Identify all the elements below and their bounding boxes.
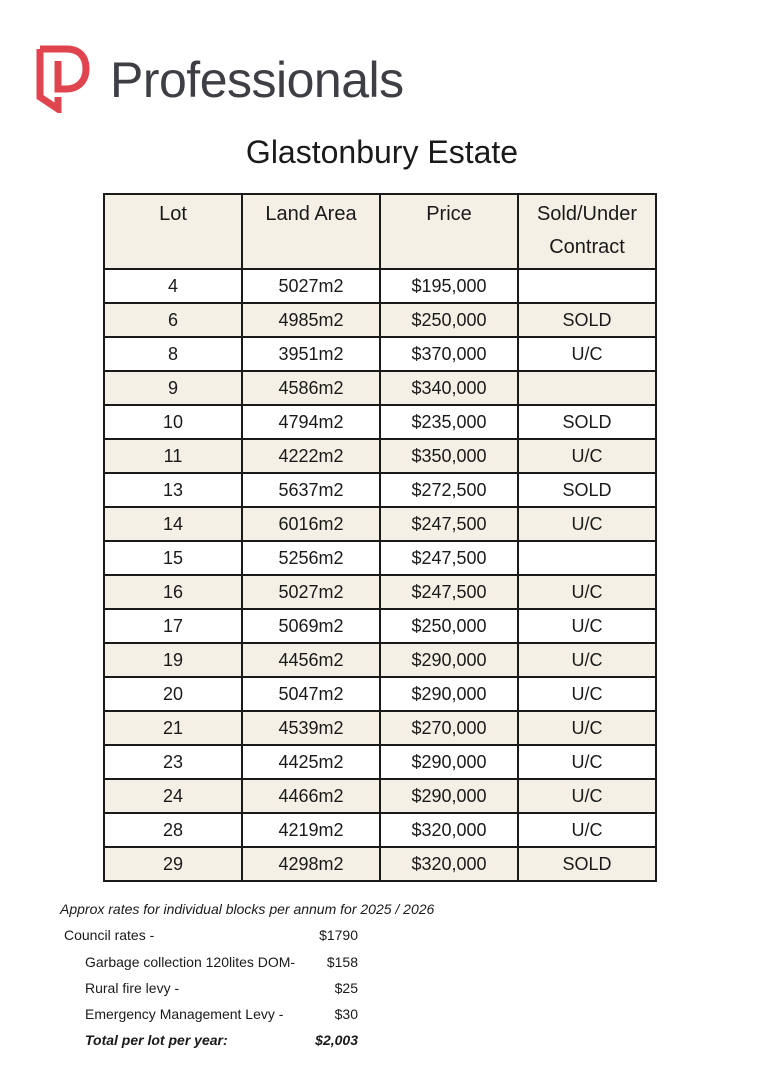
table-row (104, 473, 656, 507)
cell-lot: 9 (104, 371, 242, 405)
table-row (104, 337, 656, 371)
page-title: Glastonbury Estate (245, 134, 519, 170)
cell-price: $247,500 (380, 541, 518, 575)
table-row (104, 371, 656, 405)
rate-rural-fire (85, 977, 358, 999)
cell-price: $340,000 (380, 371, 518, 405)
cell-status: SOLD (518, 405, 656, 439)
table-row (104, 439, 656, 473)
table-row (104, 405, 656, 439)
table-row (104, 575, 656, 609)
cell-price: $350,000 (380, 439, 518, 473)
table-row (104, 779, 656, 813)
cell-price: $272,500 (380, 473, 518, 507)
table-row (104, 711, 656, 745)
cell-status: U/C (518, 609, 656, 643)
cell-status: SOLD (518, 303, 656, 337)
cell-status: U/C (518, 779, 656, 813)
cell-price: $250,000 (380, 303, 518, 337)
cell-land-area: 4222m2 (242, 439, 380, 473)
cell-land-area: 6016m2 (242, 507, 380, 541)
cell-land-area: 4466m2 (242, 779, 380, 813)
table-row (104, 643, 656, 677)
table-row (104, 303, 656, 337)
cell-lot: 19 (104, 643, 242, 677)
table-row (104, 677, 656, 711)
table-row (104, 609, 656, 643)
cell-lot: 20 (104, 677, 242, 711)
cell-price: $235,000 (380, 405, 518, 439)
rate-emergency (85, 1003, 358, 1025)
cell-lot: 17 (104, 609, 242, 643)
cell-status: U/C (518, 337, 656, 371)
cell-lot: 21 (104, 711, 242, 745)
table-row (104, 507, 656, 541)
lots-table (103, 193, 657, 882)
header-land-area: Land Area (242, 194, 380, 269)
cell-status: U/C (518, 575, 656, 609)
cell-status: U/C (518, 643, 656, 677)
cell-land-area: 5047m2 (242, 677, 380, 711)
rates-heading: Approx rates for individual blocks per annum for 2025 / 2026 (60, 901, 435, 917)
cell-status: U/C (518, 677, 656, 711)
cell-price: $290,000 (380, 643, 518, 677)
total-value: $2,003 (315, 1032, 358, 1048)
cell-status: SOLD (518, 847, 656, 881)
cell-land-area: 4425m2 (242, 745, 380, 779)
cell-status: U/C (518, 507, 656, 541)
table-row (104, 269, 656, 303)
cell-status: U/C (518, 745, 656, 779)
cell-price: $250,000 (380, 609, 518, 643)
cell-lot: 29 (104, 847, 242, 881)
cell-land-area: 4219m2 (242, 813, 380, 847)
cell-status: SOLD (518, 473, 656, 507)
rate-value: $158 (326, 954, 358, 970)
cell-land-area: 4586m2 (242, 371, 380, 405)
rate-value: $30 (334, 1006, 358, 1022)
cell-price: $370,000 (380, 337, 518, 371)
header-lot: Lot (104, 194, 242, 269)
cell-land-area: 4985m2 (242, 303, 380, 337)
cell-lot: 24 (104, 779, 242, 813)
cell-status (518, 371, 656, 405)
cell-land-area: 3951m2 (242, 337, 380, 371)
rate-label: Garbage collection 120lites DOM- (85, 954, 296, 970)
table-row (104, 813, 656, 847)
cell-lot: 13 (104, 473, 242, 507)
cell-lot: 14 (104, 507, 242, 541)
cell-land-area: 4298m2 (242, 847, 380, 881)
cell-land-area: 5027m2 (242, 269, 380, 303)
rate-total (85, 1029, 358, 1051)
cell-price: $270,000 (380, 711, 518, 745)
cell-price: $320,000 (380, 847, 518, 881)
cell-land-area: 5256m2 (242, 541, 380, 575)
cell-lot: 15 (104, 541, 242, 575)
cell-land-area: 4794m2 (242, 405, 380, 439)
cell-status (518, 269, 656, 303)
brand-name: Professionals (110, 52, 404, 108)
cell-lot: 6 (104, 303, 242, 337)
cell-land-area: 5069m2 (242, 609, 380, 643)
rate-value: $25 (334, 980, 358, 996)
cell-land-area: 5637m2 (242, 473, 380, 507)
cell-lot: 10 (104, 405, 242, 439)
cell-lot: 11 (104, 439, 242, 473)
cell-lot: 28 (104, 813, 242, 847)
cell-price: $195,000 (380, 269, 518, 303)
rate-label: Council rates - (64, 927, 155, 943)
professionals-logo-icon (36, 45, 90, 113)
cell-lot: 23 (104, 745, 242, 779)
cell-land-area: 5027m2 (242, 575, 380, 609)
cell-price: $290,000 (380, 677, 518, 711)
cell-price: $247,500 (380, 575, 518, 609)
cell-land-area: 4456m2 (242, 643, 380, 677)
rate-garbage (85, 951, 358, 973)
rate-value: $1790 (319, 927, 358, 943)
cell-price: $290,000 (380, 745, 518, 779)
cell-lot: 4 (104, 269, 242, 303)
cell-lot: 8 (104, 337, 242, 371)
table-row (104, 541, 656, 575)
table-body (104, 269, 656, 881)
cell-status: U/C (518, 813, 656, 847)
cell-price: $290,000 (380, 779, 518, 813)
header-price: Price (380, 194, 518, 269)
rate-label: Emergency Management Levy - (85, 1006, 284, 1022)
cell-price: $320,000 (380, 813, 518, 847)
table-row (104, 847, 656, 881)
header-status: Sold/Under Contract (518, 194, 656, 269)
rate-label: Rural fire levy - (85, 980, 180, 996)
cell-land-area: 4539m2 (242, 711, 380, 745)
cell-price: $247,500 (380, 507, 518, 541)
rate-council (64, 924, 358, 946)
brand-logo (36, 44, 404, 114)
table-header-row (104, 194, 656, 269)
cell-status (518, 541, 656, 575)
table-row (104, 745, 656, 779)
cell-lot: 16 (104, 575, 242, 609)
cell-status: U/C (518, 439, 656, 473)
total-label: Total per lot per year: (85, 1032, 228, 1048)
cell-status: U/C (518, 711, 656, 745)
